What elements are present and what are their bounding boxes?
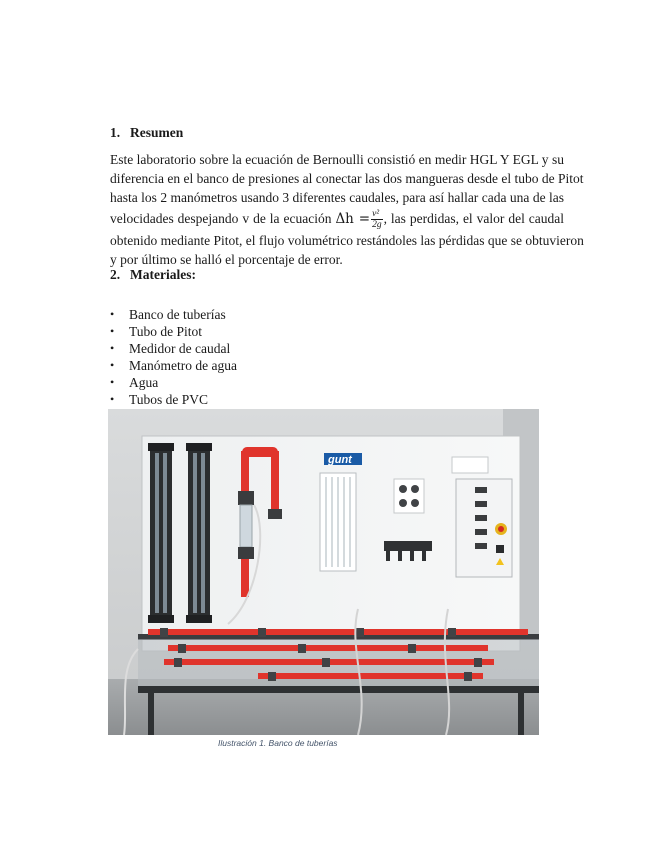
- summary-line-5: obtenido mediante Pitot, el flujo volumétrico restándoles las pérdidas que se obtuvieron: [110, 233, 584, 248]
- section-title: Resumen: [130, 125, 184, 140]
- multi-tube-manometer: [320, 473, 356, 571]
- section-heading-resumen: [110, 125, 183, 141]
- pipe-bench-illustration: [108, 409, 539, 735]
- equation-fraction: [371, 209, 383, 230]
- summary-line-3: hasta los 2 manómetros usando 3 diferentes caudales, para así hallar cada una de las: [110, 190, 564, 205]
- list-item: • Medidor de caudal: [110, 341, 231, 356]
- equation-lhs: Δh =: [335, 211, 371, 227]
- section-number: 2.: [110, 267, 121, 282]
- summary-line-6: y por último se halló el porcentaje de error.: [110, 252, 343, 267]
- bullet: •: [110, 375, 115, 389]
- figure-caption: Ilustración 1. Banco de tuberías: [218, 738, 338, 748]
- summary-line-4-end: , las perdidas, el valor del caudal: [383, 211, 565, 226]
- summary-line-1: Este laboratorio sobre la ecuación de Bernoulli consistió en medir HGL Y EGL y su: [110, 152, 564, 167]
- bullet: •: [110, 358, 115, 372]
- bullet: •: [110, 324, 115, 338]
- summary-paragraph: [110, 150, 584, 269]
- control-cabinet: [456, 479, 512, 577]
- bullet: •: [110, 307, 115, 321]
- bullet: •: [110, 341, 115, 355]
- section-number: 1.: [110, 125, 121, 140]
- list-item: • Tubos de PVC: [110, 392, 209, 407]
- equation-numerator: v²: [371, 209, 383, 220]
- materials-list: [110, 306, 237, 408]
- summary-line-2: diferencia en el banco de presiones al conectar las dos mangueras desde el tubo de Pitot: [110, 171, 584, 186]
- section-heading-materiales: [110, 267, 196, 283]
- summary-line-4: [110, 207, 564, 231]
- summary-line-4-start: velocidades despejando v de la ecuación: [110, 211, 332, 226]
- list-item: • Banco de tuberías: [110, 307, 226, 322]
- section-title: Materiales:: [130, 267, 196, 282]
- list-item: • Manómetro de agua: [110, 358, 237, 373]
- equation-denominator: 2g: [372, 220, 382, 231]
- pipe-bench-photo: [108, 409, 539, 735]
- gunt-logo: gunt: [328, 454, 352, 466]
- list-item: • Tubo de Pitot: [110, 324, 203, 339]
- pressure-gauges: [394, 479, 424, 513]
- bullet: •: [110, 392, 115, 406]
- list-item: • Agua: [110, 375, 159, 390]
